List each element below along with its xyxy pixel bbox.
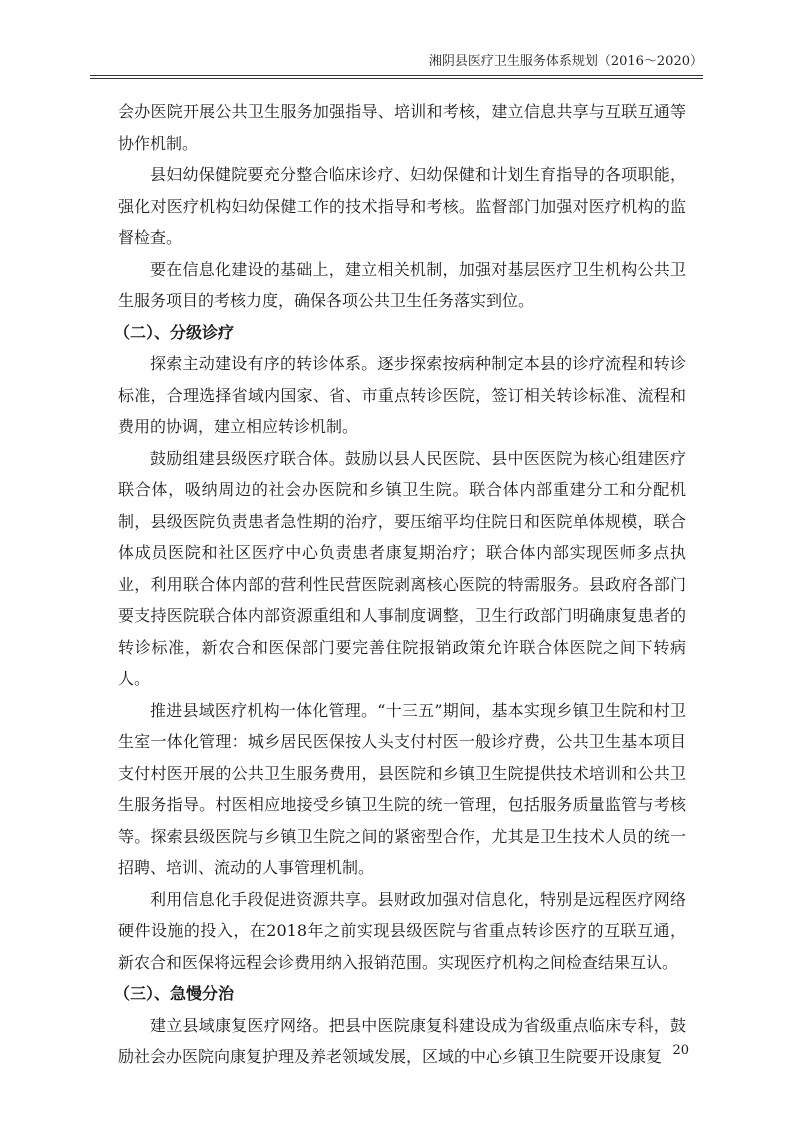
header-title: 湘阴县医疗卫生服务体系规划（2016～2020）	[428, 54, 703, 69]
paragraph: 利用信息化手段促进资源共享。县财政加强对信息化，特别是远程医疗网络硬件设施的投入，在2018年之前实现县级医院与省重点转诊医疗的互联互通，新农合和医保将远程会诊费用纳入报销范围。实现医疗机构之间检查结果互认。	[118, 889, 686, 972]
paragraph: 鼓励组建县级医疗联合体。鼓励以县人民医院、县中医医院为核心组建医疗联合体，吸纳周边的社会办医院和乡镇卫生院。联合体内部重建分工和分配机制，县级医院负责患者急性期的治疗，要压缩平均住院日和医院单体规模，联合体成员医院和社区医疗中心负责患者康复期治疗；联合体内部实现医师多点执业，利用联合体内部的营利性民营医院剥离核心医院的特需服务。县政府各部门要支持医院联合体内部资源重组和人事制度调整，卫生行政部门明确康复患者的转诊标准，新农合和医保部门要完善住院报销政策允许联合体医院之间下转病人。	[118, 448, 686, 688]
paragraph: 会办医院开展公共卫生服务加强指导、培训和考核，建立信息共享与互联互通等协作机制。	[118, 102, 686, 153]
paragraph: 县妇幼保健院要充分整合临床诊疗、妇幼保健和计划生育指导的各项职能，强化对医疗机构妇幼保健工作的技术指导和考核。监督部门加强对医疗机构的监督检查。	[118, 165, 686, 247]
page-number: 20	[672, 1043, 689, 1058]
paragraph: 要在信息化建设的基础上，建立相关机制，加强对基层医疗卫生机构公共卫生服务项目的考核力度，确保各项公共卫生任务落实到位。	[118, 259, 686, 310]
paragraph: 建立县域康复医疗网络。把县中医院康复科建设成为省级重点临床专科，鼓励社会办医院向康复护理及养老领域发展，区域的中心乡镇卫生院要开设康复	[118, 1015, 686, 1066]
section-heading: （三）、急慢分治	[114, 984, 235, 1003]
page-body	[114, 96, 686, 1073]
paragraph: 推进县域医疗机构一体化管理。“十三五”期间，基本实现乡镇卫生院和村卫生室一体化管理：城乡居民医保按人头支付村医一般诊疗费，公共卫生基本项目支付村医开展的公共卫生服务费用，县医院和乡镇卫生院提供技术培训和公共卫生服务指导。村医相应地接受乡镇卫生院的统一管理，包括服务质量监管与考核等。探索县级医院与乡镇卫生院之间的紧密型合作，尤其是卫生技术人员的统一招聘、培训、流动的人事管理机制。	[118, 700, 686, 877]
header-rule	[90, 78, 703, 79]
paragraph: 探索主动建设有序的转诊体系。逐步探索按病种制定本县的诊疗流程和转诊标准，合理选择省域内国家、省、市重点转诊医院，签订相关转诊标准、流程和费用的协调，建立相应转诊机制。	[118, 354, 686, 436]
section-heading: （二）、分级诊疗	[114, 322, 235, 342]
page-header	[90, 50, 703, 76]
